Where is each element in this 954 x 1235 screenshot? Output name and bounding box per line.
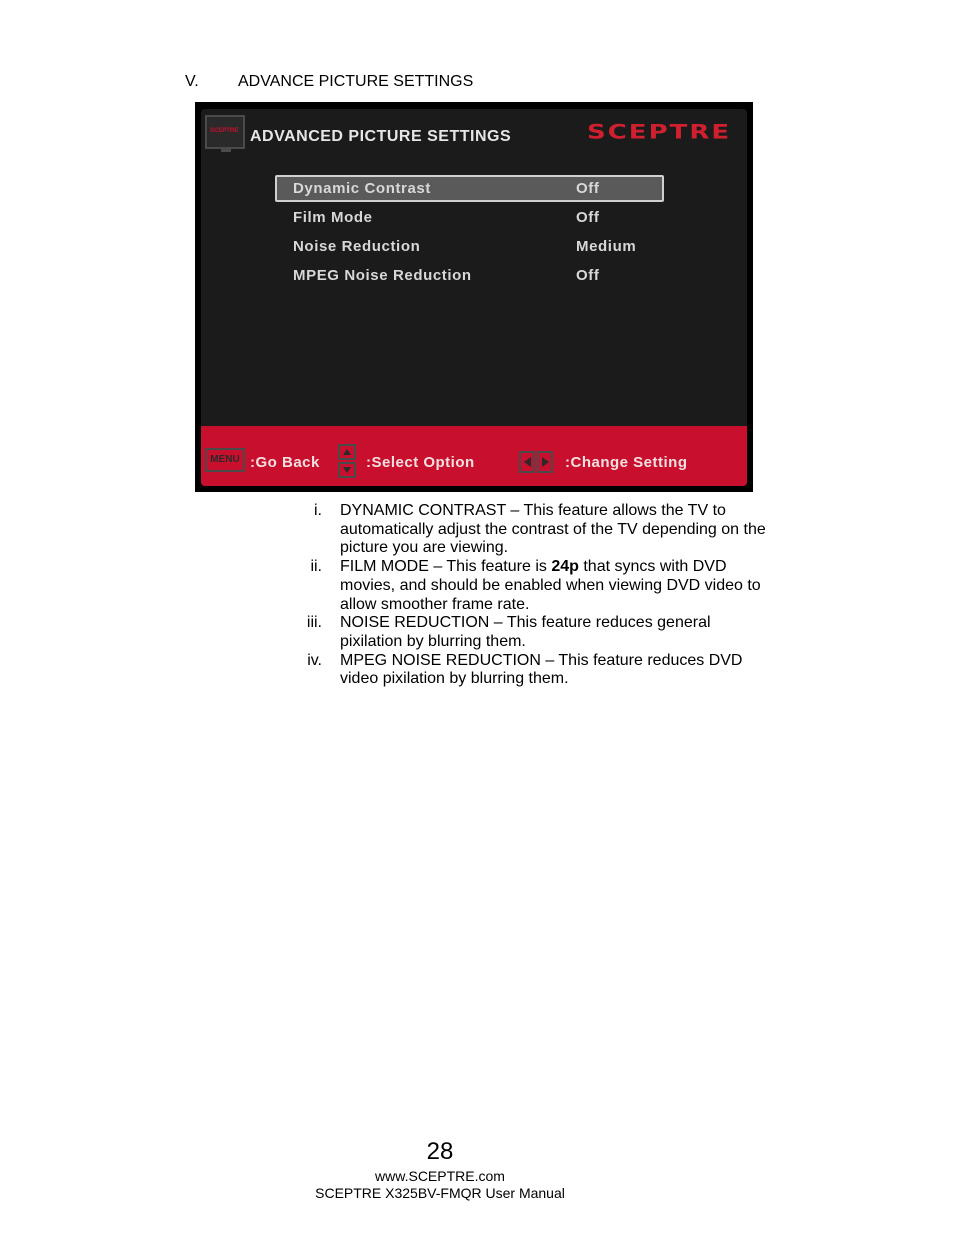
- menu-item-value: Off: [576, 267, 600, 284]
- list-text: DYNAMIC CONTRAST – This feature allows the TV to automatically adjust the contrast of the TV depending on the picture you are viewing.: [340, 502, 766, 557]
- right-arrow-icon: [537, 451, 553, 473]
- list-item: [300, 652, 770, 689]
- tv-stand-icon: [221, 149, 231, 152]
- list-numeral: ii.: [310, 558, 322, 576]
- list-numeral: iii.: [306, 614, 322, 632]
- bold-term: 24p: [551, 558, 579, 576]
- go-back-hint: :Go Back: [250, 454, 320, 471]
- footer-manual-title: SCEPTRE X325BV-FMQR User Manual: [315, 1185, 565, 1201]
- tv-menu-screenshot: [195, 102, 753, 492]
- menu-item-dynamic-contrast[interactable]: [293, 180, 653, 200]
- menu-item-film-mode[interactable]: [293, 209, 653, 229]
- left-arrow-icon: [519, 451, 535, 473]
- select-option-hint: :Select Option: [366, 454, 475, 471]
- list-text: FILM MODE – This feature is 24p that syncs with DVD movies, and should be enabled when viewing DVD video to allow smoother frame rate.: [340, 558, 761, 613]
- left-right-key-icon: [519, 451, 555, 473]
- page-number: 28: [426, 1138, 454, 1165]
- list-text: NOISE REDUCTION – This feature reduces general pixilation by blurring them.: [340, 614, 711, 650]
- feature-descriptions: [300, 502, 770, 689]
- menu-item-value: Medium: [576, 238, 637, 255]
- tv-menu-title: ADVANCED PICTURE SETTINGS: [250, 128, 512, 145]
- change-setting-hint: :Change Setting: [565, 454, 688, 471]
- menu-item-label: Film Mode: [293, 209, 373, 226]
- list-item: [300, 558, 770, 614]
- list-item: [300, 502, 770, 558]
- menu-item-mpeg-noise-reduction[interactable]: [293, 267, 653, 287]
- tv-menu-panel: [201, 109, 747, 486]
- brand-logo: SCEPTRE: [587, 121, 732, 144]
- menu-item-label: MPEG Noise Reduction: [293, 267, 472, 284]
- tv-menu-footer: [201, 426, 747, 486]
- list-text: MPEG NOISE REDUCTION – This feature reduces DVD video pixilation by blurring them.: [340, 651, 743, 688]
- menu-item-label: Dynamic Contrast: [293, 180, 431, 197]
- list-numeral: iv.: [307, 651, 322, 669]
- up-arrow-icon: [338, 444, 356, 460]
- list-numeral: i.: [314, 502, 322, 519]
- menu-item-noise-reduction[interactable]: [293, 238, 653, 258]
- up-down-key-icon: [338, 444, 356, 478]
- menu-item-value: Off: [576, 209, 600, 226]
- menu-key-icon: MENU: [205, 448, 245, 472]
- section-title: ADVANCE PICTURE SETTINGS: [238, 73, 474, 90]
- menu-item-label: Noise Reduction: [293, 238, 421, 255]
- list-item: [300, 614, 770, 651]
- tv-logo-text: SCEPTRE: [210, 128, 239, 134]
- footer-url: www.SCEPTRE.com: [375, 1168, 505, 1184]
- section-number: V.: [185, 73, 199, 90]
- menu-item-value: Off: [576, 180, 600, 197]
- down-arrow-icon: [338, 462, 356, 478]
- tv-logo-icon: [205, 115, 245, 149]
